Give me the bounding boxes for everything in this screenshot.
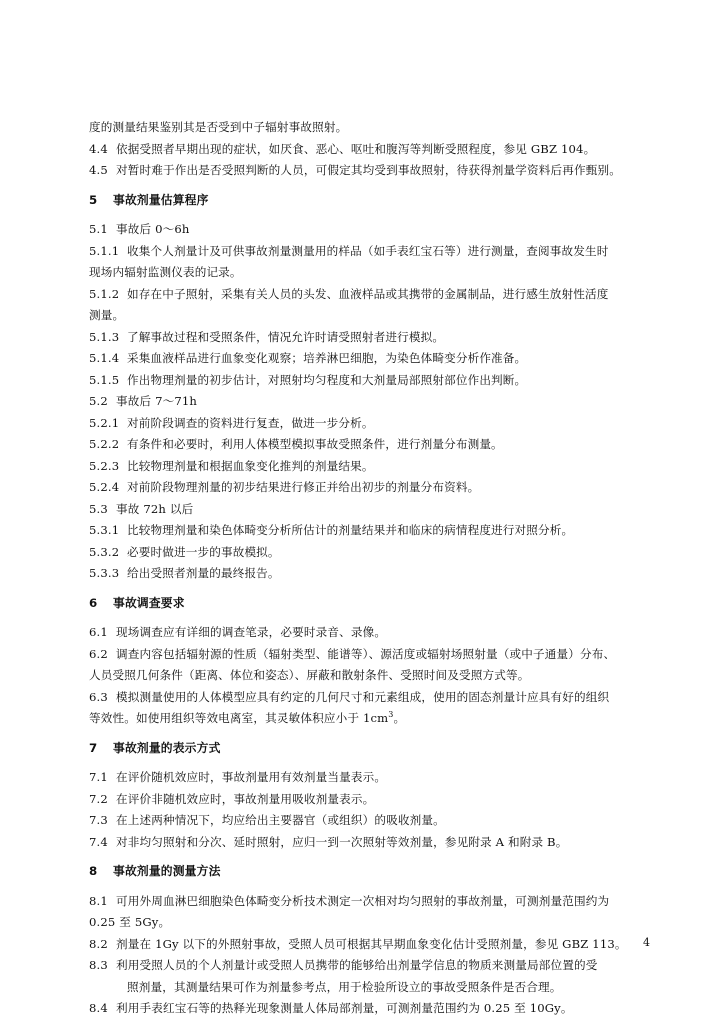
paragraph-text: [89, 117, 654, 139]
clause-number: 5.2.1: [89, 415, 120, 430]
clause-number: 8.2: [89, 936, 108, 951]
clause-number: 5.2.4: [89, 480, 120, 494]
paragraph-line: 测量。: [89, 308, 125, 322]
paragraph-text: [89, 305, 654, 327]
clause-number: 7.4: [89, 834, 108, 849]
clause-text: 了解事故过程和受照条件，情况允许时请受照射者进行模拟。: [127, 329, 445, 344]
clause: [89, 998, 654, 1020]
section-heading: [89, 738, 654, 760]
section-heading: [89, 861, 654, 883]
clause-text: 事故后 7～71h: [116, 394, 198, 408]
clause: [89, 370, 654, 392]
clause-number: 5.3.1: [89, 523, 120, 537]
clause-number: 5.2.2: [89, 437, 120, 451]
section-number: 6: [89, 595, 98, 610]
clause-text: 对非均匀照射和分次、延时照射，应归一到一次照射等效剂量，参见附录 A 和附录 B。: [116, 834, 568, 849]
clause-number: 8.3: [89, 958, 108, 972]
clause-text: 对暂时难于作出是否受照判断的人员，可假定其均受到事故照射，待获得剂量学资料后再作甄别。: [116, 163, 621, 177]
clause-number: 6.3: [89, 689, 108, 704]
clause: [89, 413, 654, 435]
section-heading: [89, 593, 654, 615]
clause-number: 5.1.4: [89, 351, 120, 365]
clause-text: 有条件和必要时，利用人体模型模拟事故受照条件，进行剂量分布测量。: [127, 437, 503, 451]
clause-number: 5.2: [89, 394, 108, 408]
document-page: [89, 117, 654, 1020]
clause-number: 6.2: [89, 646, 108, 661]
paragraph-text: [89, 665, 654, 687]
clause-number: 5.1.2: [89, 286, 120, 301]
clause: [89, 891, 654, 913]
clause-number: 5.3.2: [89, 544, 120, 559]
section-number: 5: [89, 192, 98, 207]
clause-text: 对前阶段物理剂量的初步结果进行修正并给出初步的剂量分布资料。: [127, 480, 480, 494]
clause-text: 在评价非随机效应时，事故剂量用吸收剂量表示。: [116, 791, 375, 806]
clause: [89, 327, 654, 349]
clause-text: 可用外周血淋巴细胞染色体畸变分析技术测定一次相对均匀照射的事故剂量，可测剂量范围约为: [116, 893, 610, 908]
clause-text: 收集个人剂量计及可供事故剂量测量用的样品（如手表红宝石等）进行测量，查阅事故发生时: [127, 243, 609, 258]
clause: [89, 563, 654, 585]
clause-text: 在评价随机效应时，事故剂量用有效剂量当量表示。: [116, 770, 387, 784]
clause-number: 6.1: [89, 625, 108, 639]
clause: [89, 832, 654, 854]
clause: [89, 934, 654, 956]
clause: [89, 139, 654, 161]
clause: [89, 499, 654, 521]
clause-number: 5.2.3: [89, 458, 120, 473]
clause-number: 4.5: [89, 163, 108, 177]
clause: [89, 622, 654, 644]
clause-continuation: [89, 708, 654, 730]
clause-number: 7.1: [89, 770, 108, 784]
clause-number: 5.3: [89, 501, 108, 516]
paragraph-line: 度的测量结果鉴别其是否受到中子辐射事故照射。: [89, 120, 348, 134]
clause: [89, 241, 654, 263]
clause: [89, 456, 654, 478]
clause: [89, 644, 654, 666]
paragraph-line: 现场内辐射监测仪表的记录。: [89, 265, 242, 279]
section-title: 事故剂量的表示方式: [113, 740, 221, 755]
clause-text: 采集血液样品进行血象变化观察；培养淋巴细胞，为染色体畸变分析作准备。: [127, 351, 527, 365]
clause-text: 比较物理剂量和染色体畸变分析所估计的剂量结果并和临床的病情程度进行对照分析。: [127, 523, 574, 537]
clause-text: 比较物理剂量和根据血象变化推判的剂量结果。: [127, 458, 374, 473]
clause-number: 8.4: [89, 1001, 108, 1015]
paragraph-line: 人员受照几何条件（距离、体位和姿态）、屏蔽和散射条件、受照时间及受照方式等。: [89, 668, 530, 682]
paragraph-text: [89, 262, 654, 284]
clause-text: 必要时做进一步的事故模拟。: [127, 544, 280, 559]
clause-number: 5.1.5: [89, 372, 120, 387]
clause-text: 剂量在 1Gy 以下的外照射事故，受照人员可根据其早期血象变化估计受照剂量，参见 GBZ 113。: [116, 936, 627, 951]
clause: [89, 687, 654, 709]
clause-number: 5.3.3: [89, 566, 120, 580]
section-heading: [89, 190, 654, 212]
clause: [89, 219, 654, 241]
section-number: 8: [89, 864, 98, 878]
clause: [89, 767, 654, 789]
superscript: 3: [388, 710, 394, 720]
page-number: 4: [643, 936, 650, 949]
clause: [89, 810, 654, 832]
clause-text: 依据受照者早期出现的症状，如厌食、恶心、呕吐和腹泻等判断受照程度，参见 GBZ 104。: [116, 141, 596, 156]
clause: [89, 160, 654, 182]
paragraph-line: 0.25 至 5Gy。: [89, 915, 171, 929]
clause-continuation: [89, 977, 654, 999]
clause: [89, 348, 654, 370]
section-title: 事故剂量估算程序: [113, 192, 209, 207]
clause-text: 事故 72h 以后: [116, 501, 194, 516]
clause-text: 调查内容包括辐射源的性质（辐射类型、能谱等）、源活度或辐射场照射量（或中子通量）分布、: [116, 646, 616, 661]
clause-text: 模拟测量使用的人体模型应具有约定的几何尺寸和元素组成，使用的固态剂量计应具有好的组织: [116, 689, 610, 704]
clause-number: 4.4: [89, 141, 108, 156]
continuation-tail: 。: [393, 711, 406, 725]
clause-number: 5.1.3: [89, 329, 120, 344]
section-title: 事故调查要求: [113, 595, 185, 610]
clause: [89, 477, 654, 499]
clause-number: 7.3: [89, 813, 108, 827]
clause: [89, 955, 654, 977]
clause-number: 5.1: [89, 222, 108, 236]
clause: [89, 789, 654, 811]
continuation-text: 照剂量，其测量结果可作为剂量参考点，用于检验所设立的事故受照条件是否合理。: [127, 979, 562, 994]
clause: [89, 284, 654, 306]
continuation-text: 等效性。如使用组织等效电离室，其灵敏体积应小于 1cm: [89, 711, 389, 725]
clause-text: 现场调查应有详细的调查笔录，必要时录音、录像。: [116, 625, 387, 639]
clause-text: 事故后 0～6h: [116, 222, 190, 236]
section-title: 事故剂量的测量方法: [113, 864, 221, 878]
clause-number: 8.1: [89, 893, 108, 908]
clause: [89, 520, 654, 542]
section-number: 7: [89, 740, 98, 755]
clause-text: 给出受照者剂量的最终报告。: [127, 566, 280, 580]
clause: [89, 391, 654, 413]
clause-text: 利用手表红宝石等的热释光现象测量人体局部剂量，可测剂量范围约为 0.25 至 10Gy。: [116, 1001, 573, 1015]
clause-number: 5.1.1: [89, 243, 120, 258]
clause-text: 作出物理剂量的初步估计，对照射均匀程度和大剂量局部照射部位作出判断。: [127, 372, 527, 387]
clause-text: 对前阶段调查的资料进行复查，做进一步分析。: [127, 415, 374, 430]
clause-number: 7.2: [89, 791, 108, 806]
clause-text: 如存在中子照射，采集有关人员的头发、血液样品或其携带的金属制品，进行感生放射性活度: [127, 286, 609, 301]
clause: [89, 434, 654, 456]
clause-text: 利用受照人员的个人剂量计或受照人员携带的能够给出剂量学信息的物质来测量局部位置的受: [116, 958, 598, 972]
paragraph-text: [89, 912, 654, 934]
clause-text: 在上述两种情况下，均应给出主要器官（或组织）的吸收剂量。: [116, 813, 445, 827]
clause: [89, 542, 654, 564]
